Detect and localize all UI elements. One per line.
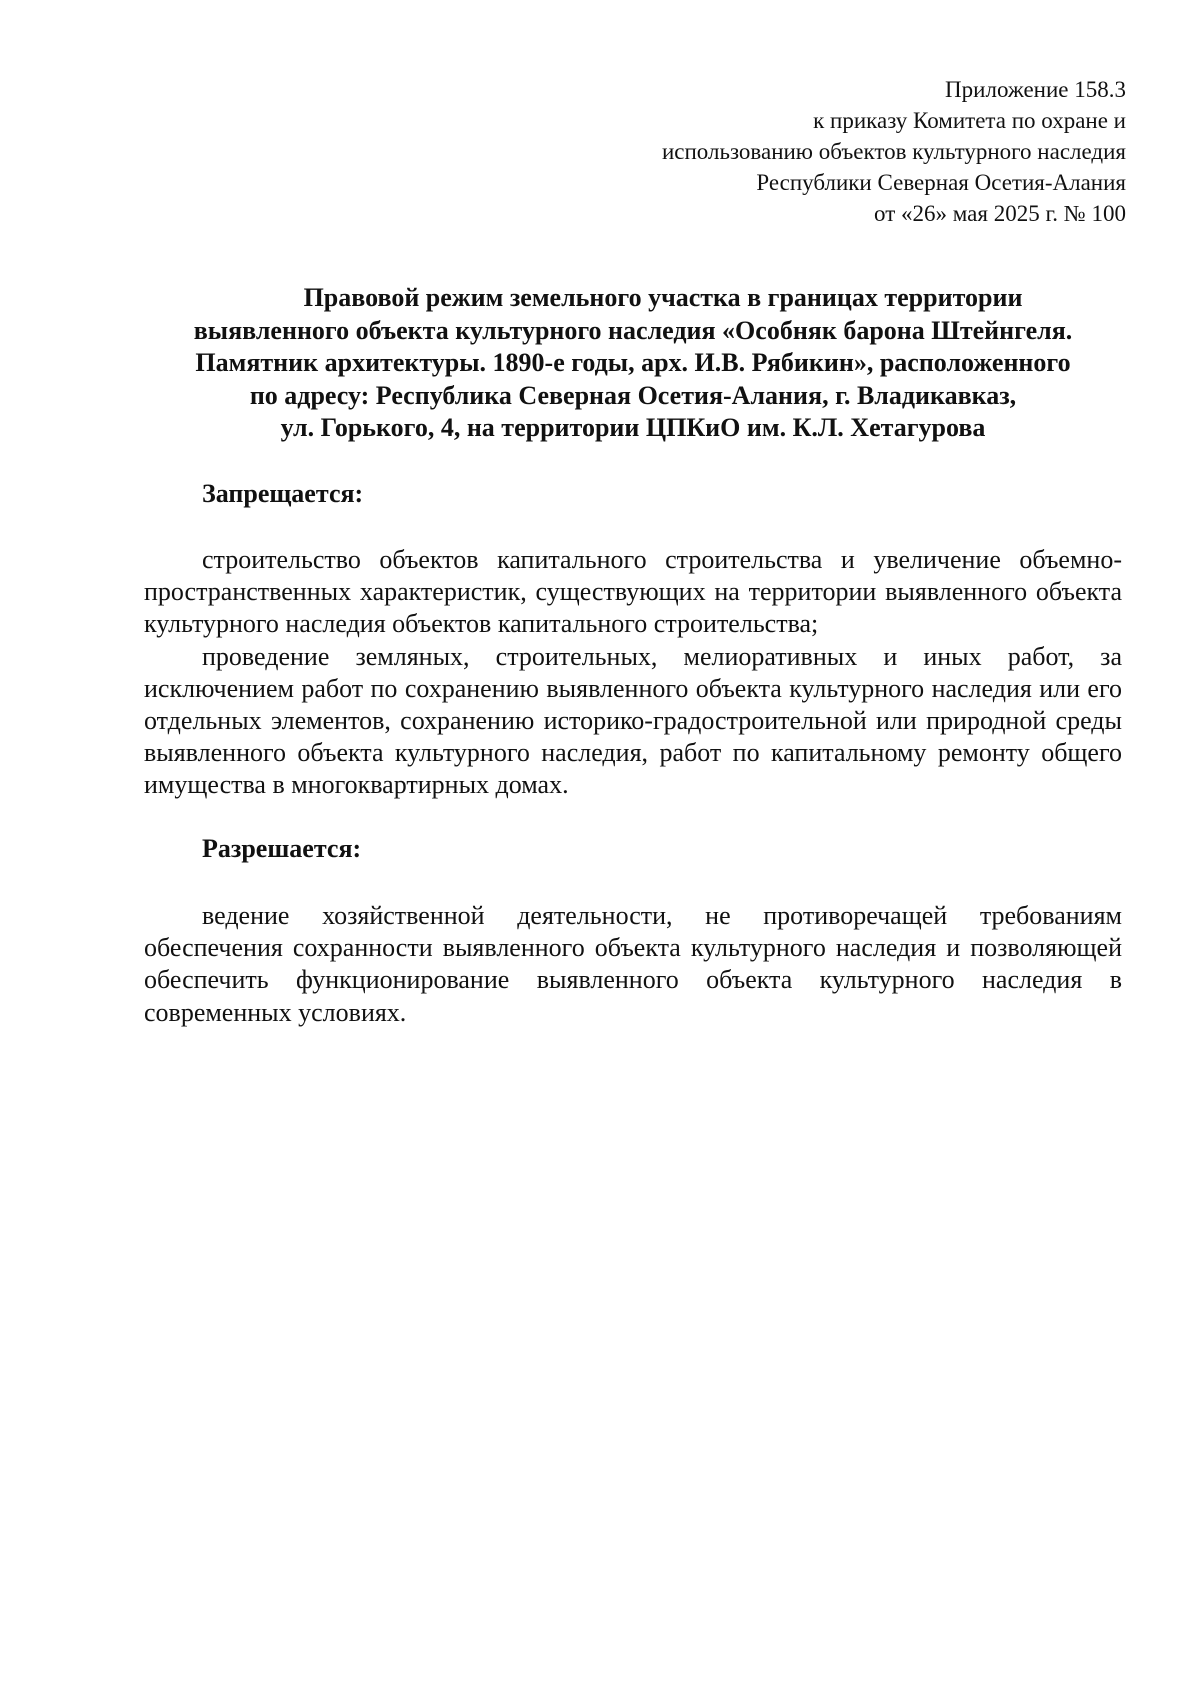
title-line: по адресу: Республика Северная Осетия-Алания, г. Владикавказ,	[249, 380, 1017, 410]
allowed-section	[144, 900, 1122, 1029]
appendix-committee-line: использованию объектов культурного наследия	[661, 139, 1126, 164]
title-line: Памятник архитектуры. 1890-е годы, арх. И.В. Рябикин», расположенного	[195, 348, 1071, 377]
title-line: выявленного объекта культурного наследия «Особняк барона Штейнгеля.	[193, 315, 1073, 345]
prohibited-section	[144, 544, 1122, 802]
document-title	[146, 282, 1120, 445]
allowed-heading: Разрешается:	[202, 834, 362, 863]
appendix-republic-line: Республики Северная Осетия-Алания	[756, 170, 1126, 195]
prohibited-paragraph: проведение земляных, строительных, мелиоративных и иных работ, за исключением работ по сохранению выявленного объекта культурного наследия или его отдельных элементов, сохранению историко-градостроительной или природной среды выявленного объекта культурного наследия, работ по капитальному ремонту общего имущества в многоквартирных домах.	[144, 641, 1122, 800]
prohibited-heading: Запрещается:	[202, 479, 364, 508]
title-line: Правовой режим земельного участка в границах территории	[303, 283, 1023, 312]
appendix-reference-block	[566, 74, 1126, 229]
prohibited-paragraph: строительство объектов капитального строительства и увеличение объемно-пространственных характеристик, существующих на территории выявленного объекта культурного наследия объектов капитального строительства;	[144, 545, 1122, 639]
allowed-paragraph: ведение хозяйственной деятельности, не противоречащей требованиям обеспечения сохранности выявленного объекта культурного наследия и позволяющей обеспечить функционирование выявленного объекта культурного наследия в современных условиях.	[144, 901, 1122, 1027]
appendix-date-line: от «26» мая 2025 г. № 100	[874, 201, 1126, 226]
appendix-order-line: к приказу Комитета по охране и	[813, 108, 1126, 133]
appendix-number: Приложение 158.3	[945, 77, 1126, 102]
title-line: ул. Горького, 4, на территории ЦПКиО им. К.Л. Хетагурова	[280, 413, 986, 442]
